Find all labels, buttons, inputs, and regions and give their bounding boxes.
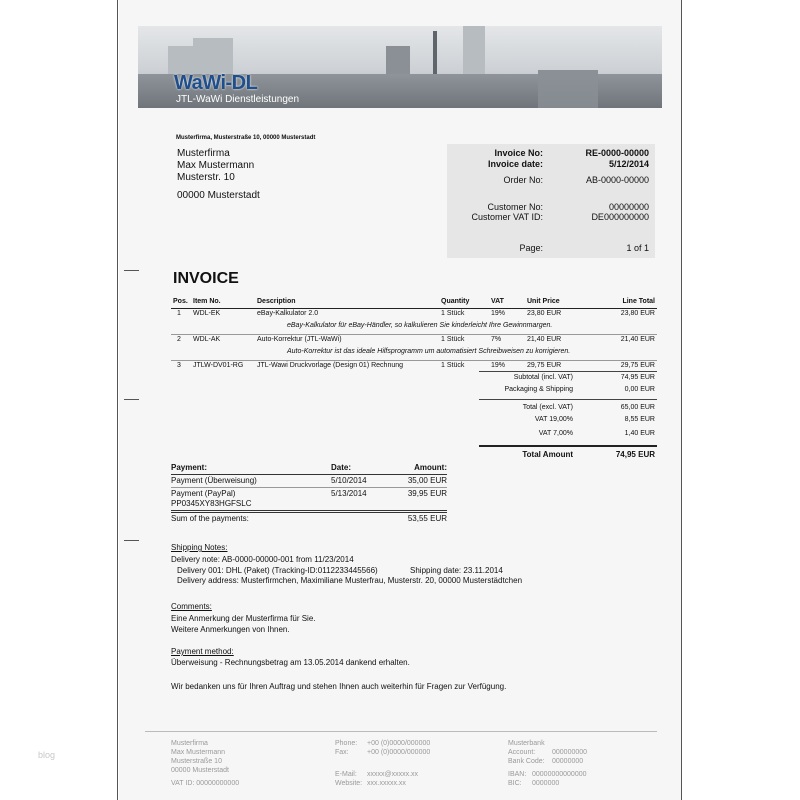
comments-line: Eine Anmerkung der Musterfirma für Sie. [171, 614, 316, 623]
comments-heading: Comments: [171, 602, 212, 611]
table-row: 2 WDL-AK Auto-Korrektur (JTL-WaWi) 1 Stück 7% 21,40 EUR 21,40 EUR [177, 336, 655, 343]
payment-method-line: Überweisung - Rechnungsbetrag am 13.05.2014 dankend erhalten. [171, 658, 410, 667]
table-header: Pos. Item No. Description Quantity VAT Unit Price Line Total [171, 297, 657, 309]
vat7-row: VAT 7,00% 1,40 EUR [538, 430, 655, 437]
payments-sum-row: Sum of the payments: 53,55 EUR [171, 514, 447, 523]
grand-total-divider [479, 445, 657, 447]
invoice-date-row: Invoice date: 5/12/2014 [487, 159, 649, 169]
logo-title: WaWi-DL [174, 72, 258, 94]
vat19-row: VAT 19,00% 8,55 EUR [534, 416, 655, 423]
order-no-row: Order No: AB-0000-00000 [503, 175, 649, 185]
customer-vat-row: Customer VAT ID: DE000000000 [471, 212, 649, 222]
thanks-text: Wir bedanken uns für Ihren Auftrag und stehen Ihnen auch weiterhin für Fragen zur Verfügung. [171, 682, 507, 691]
sender-line: Musterfirma, Musterstraße 10, 00000 Musterstadt [176, 135, 316, 141]
page-edge-left [117, 0, 118, 800]
total-amount-row: Total Amount 74,95 EUR [522, 450, 655, 459]
page-edge-right [681, 0, 682, 800]
invoice-page [119, 0, 681, 800]
payments-table [171, 462, 447, 525]
shipping-notes-line: Delivery address: Musterfirmchen, Maximiliane Musterfrau, Musterstr. 20, 00000 Musterstädtchen [177, 576, 523, 585]
totals-divider [479, 399, 657, 400]
shipping-row: Packaging & Shipping 0,00 EUR [504, 386, 655, 393]
customer-no-row: Customer No: 00000000 [487, 202, 649, 212]
recipient-line: Musterstr. 10 [177, 172, 235, 183]
footer-bank: Musterbank Account: 000000000 Bank Code: 00000000 IBAN: 00000000000000 BIC: 0000000 [508, 740, 588, 787]
banner-building [193, 38, 233, 74]
total-excl-row: Total (excl. VAT) 65,00 EUR [522, 404, 655, 411]
banner-building [538, 70, 598, 108]
fold-mark [124, 399, 139, 400]
payment-row: Payment (Überweisung) 5/10/2014 35,00 EUR [171, 476, 447, 485]
document-title: INVOICE [173, 270, 239, 287]
fold-mark [124, 540, 139, 541]
payment-row: Payment (PayPal) 5/13/2014 39,95 EUR [171, 489, 447, 498]
shipping-date: Shipping date: 23.11.2014 [410, 566, 503, 575]
payment-method-heading: Payment method: [171, 647, 234, 656]
header-banner [138, 26, 662, 108]
shipping-notes-heading: Shipping Notes: [171, 543, 228, 552]
table-row: 1 WDL-EK eBay-Kalkulator 2.0 1 Stück 19% 23,80 EUR 23,80 EUR [177, 310, 655, 317]
subtotal-row: Subtotal (incl. VAT) 74,95 EUR [513, 374, 655, 381]
shipping-notes-line: Delivery 001: DHL (Paket) (Tracking-ID:0112233445566) [177, 566, 378, 575]
watermark: blog [38, 750, 56, 760]
recipient-line: 00000 Musterstadt [177, 190, 260, 201]
table-row: 3 JTLW-DV01-RG JTL-Wawi Druckvorlage (Design 01) Rechnung 1 Stück 19% 29,75 EUR 29,75 EUR [177, 362, 655, 369]
page-row: Page: 1 of 1 [519, 243, 649, 253]
totals-divider [479, 371, 657, 372]
footer-divider [145, 731, 657, 732]
shipping-notes-line: Delivery note: AB-0000-00000-001 from 11/23/2014 [171, 555, 354, 564]
recipient-line: Musterfirma [177, 148, 230, 159]
invoice-no-row: Invoice No: RE-0000-00000 [494, 148, 649, 158]
recipient-address [177, 148, 260, 202]
footer-company: Musterfirma Max Mustermann Musterstraße 10 00000 Musterstadt VAT ID: 00000000000 [171, 740, 240, 787]
logo-subtitle: JTL-WaWi Dienstleistungen [176, 94, 300, 105]
table-row-note: Auto-Korrektur ist das ideale Hilfsprogramm um automatisiert Schreibweisen zu korrigieren. [287, 348, 571, 355]
recipient-line: Max Mustermann [177, 160, 255, 171]
table-row-note: eBay-Kalkulator für eBay-Händler, so kalkulieren Sie kinderleicht Ihre Gewinnmargen. [287, 322, 553, 329]
comments-line: Weitere Anmerkungen von Ihnen. [171, 625, 290, 634]
payments-header: Payment: Date: Amount: [171, 463, 447, 472]
invoice-info-box [447, 144, 655, 258]
fold-mark [124, 270, 139, 271]
footer-contact: Phone: +00 (0)0000/000000 Fax: +00 (0)0000/000000 E-Mail: xxxxx@xxxxx.xx Website: xxx.xxxxx.xx [335, 740, 431, 787]
line-items-table [171, 297, 657, 373]
payment-reference: PP0345XY83HGFSLC [171, 499, 252, 508]
